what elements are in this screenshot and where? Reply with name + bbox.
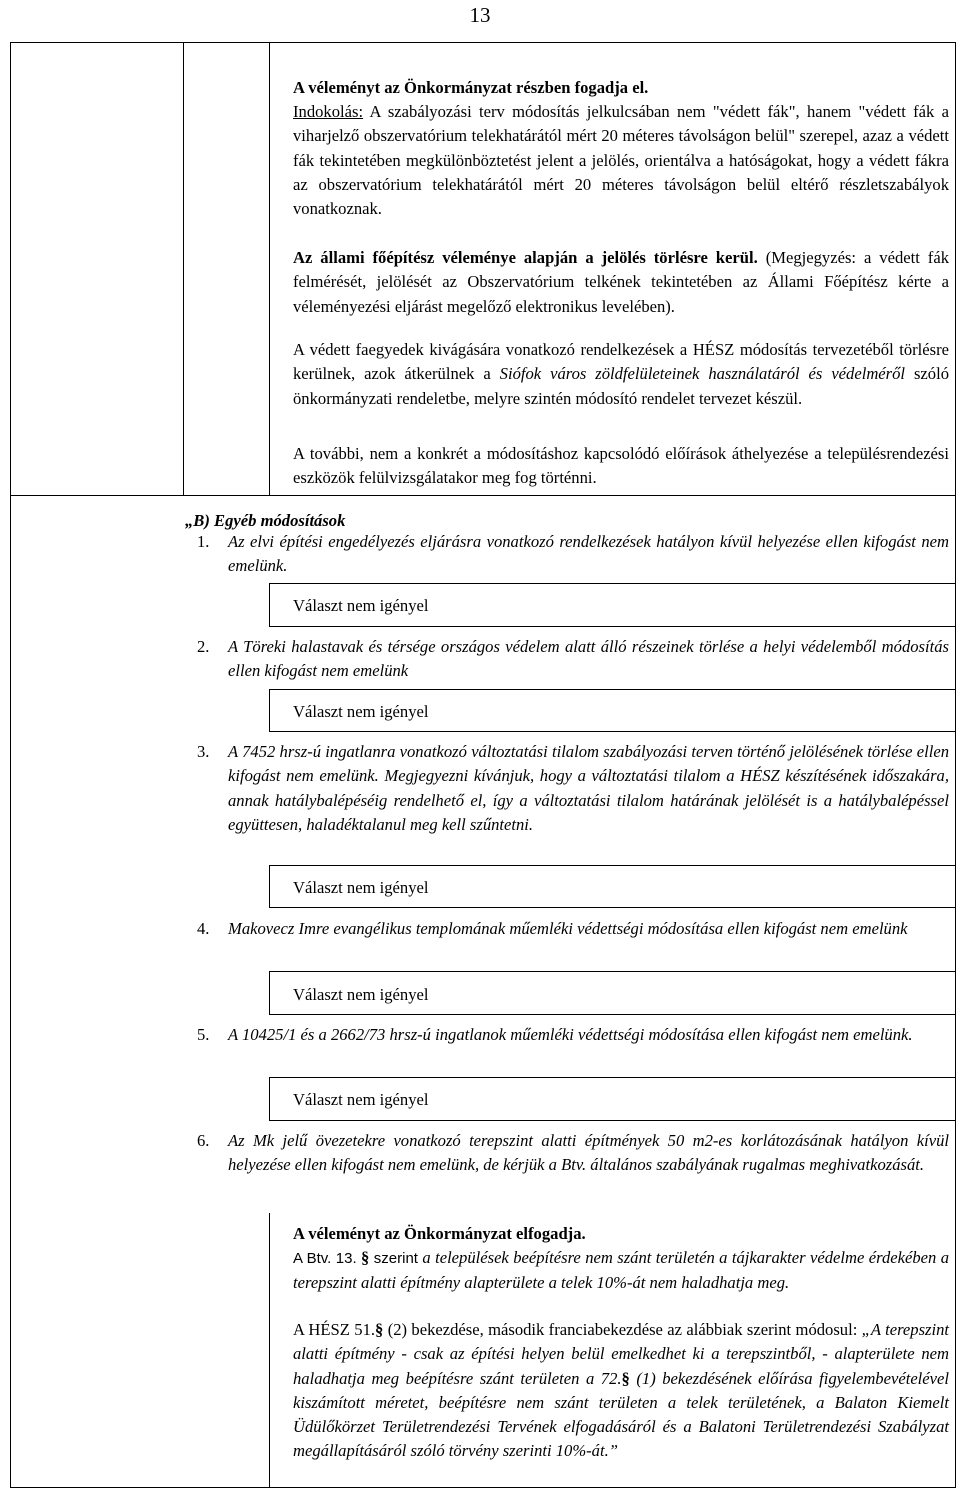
item-text: A Töreki halastavak és térsége országos védelem alatt álló részeinek törlése a helyi védelemből módosítás ellen kifogást nem emelünk — [228, 637, 949, 681]
section-sign: § — [361, 1248, 370, 1267]
final-hesz-paragraph — [293, 1318, 949, 1464]
hesz-quote-cont: (1) bekezdésének előírása figyelembevételével kiszámított méretet, beépítésre nem szánt területen a telek területének, a Balaton Kiemelt Üdülőkörzet Területrendezési Tervének elfogadásáról és a Balatoni Területrendezési Szabályzat megállapításáról szóló törvény szerinti 10%-át.” — [293, 1368, 949, 1461]
item-number: 4. — [197, 919, 210, 938]
item-text: Makovecz Imre evangélikus templomának műemléki védettségi módosítása ellen kifogást nem emelünk — [228, 919, 908, 938]
item-text: Az Mk jelű övezetekre vonatkozó terepszint alatti építmények 50 m2-es korlátozásának hatályon kívül helyezése ellen kifogást nem emelünk, de kérjük a Btv. általános szabályának rugalmas meghivatkozását. — [228, 1131, 949, 1175]
item-number: 2. — [197, 637, 210, 656]
reply-label: Választ nem igényel — [293, 702, 429, 721]
section-a-further: A további, nem a konkrét a módosításhoz kapcsolódó előírások áthelyezése a településrendezési eszközök felülvizsgálatakor meg fog történni. — [293, 444, 949, 488]
item-number: 3. — [197, 742, 210, 761]
btv-quote: a települések beépítésre nem szánt területén a tájkarakter védelme érdekében a terepszint alatti építmény alapterülete a telek 10%-át nem haladhatja meg. — [293, 1248, 950, 1293]
table-row-divider — [10, 495, 956, 496]
item-number: 6. — [197, 1131, 210, 1150]
reply-label: Választ nem igényel — [293, 1090, 429, 1109]
page-number: 13 — [469, 3, 491, 27]
trees-text-pre: A védett faegyedek kivágására vonatkozó rendelkezések a HÉSZ módosítás tervezetéből törlésre kerülnek, azok átkerülnek a — [293, 340, 949, 384]
section-sign: § — [621, 1368, 630, 1388]
section-a-trees — [293, 338, 949, 411]
final-heading: A véleményt az Önkormányzat elfogadja. — [293, 1224, 586, 1243]
btv-mid-text: szerint — [369, 1250, 423, 1267]
table-column-divider — [183, 42, 184, 496]
item-text: A 7452 hrsz-ú ingatlanra vonatkozó változtatási tilalom szabályozási terven történő jelölésének törlése ellen kifogást nem emelünk. Megjegyezni kívánjuk, hogy a változtatási tilalom a HÉSZ készítésének időszakára, annak hatálybalépéséig rendelhető el, így a változtatási tilalom határának jelölését is a hatálybalépéssel együttesen, haladéktalanul meg kell szűntetni. — [228, 742, 949, 834]
hesz-mid-text: (2) bekezdése, második franciabekezdése az alábbiak szerint módosul: — [383, 1320, 862, 1339]
reason-label: Indokolás: — [293, 102, 364, 121]
section-sign: § — [375, 1320, 384, 1339]
table-column-divider — [269, 1213, 270, 1488]
item-number: 1. — [197, 532, 210, 551]
item-number: 5. — [197, 1025, 210, 1044]
reason-text: A szabályozási terv módosítás jelkulcsában nem "védett fák", hanem "védett fák a viharjelző obszervatórium telekhatárától mért 20 méteres távolságon belül" szerepel, azaz a védett fák tekintetében megkülönböztetést jelent a jelölés, orientálva a hatóságokat, hogy a védett fákra az obszervatórium telekhatárától mért 20 méteres távolságon belül eltérő részletszabályok vonatkoznak. — [293, 102, 949, 219]
trees-text-italic: Siófok város zöldfelületeinek használatáról és védelméről — [499, 364, 906, 384]
table-column-divider — [269, 42, 270, 496]
hesz-reference: A HÉSZ 51. — [293, 1320, 376, 1339]
item-text: A 10425/1 és a 2662/73 hrsz-ú ingatlanok műemléki védettségi módosítása ellen kifogást nem emelünk. — [228, 1025, 913, 1044]
trees-text-post: szóló önkormányzati rendeletbe, melyre szintén módosító rendelet tervezet készül. — [293, 364, 949, 408]
section-b-heading: „B) Egyéb módosítások — [185, 511, 346, 530]
final-btv-paragraph — [293, 1246, 949, 1296]
reply-label: Választ nem igényel — [293, 878, 429, 897]
btv-reference: A Btv. 13. — [293, 1250, 362, 1267]
chief-architect-decision: Az állami főépítész véleménye alapján a jelölés törlésre kerül. — [293, 248, 758, 267]
reply-label: Választ nem igényel — [293, 596, 429, 615]
chief-architect-note: (Megjegyzés: a védett fák felmérését, jelölését az Obszervatórium telkének tekintetében az Állami Főépítész kérte a véleményezési eljárást megelőző elektronikus levelében). — [293, 248, 949, 316]
section-a-chief-architect — [293, 246, 949, 319]
section-a-reason — [293, 100, 949, 221]
section-a-heading: A véleményt az Önkormányzat részben fogadja el. — [293, 78, 649, 97]
hesz-quote: „A terepszint alatti építmény - csak az építési helyen belül emelkedhet ki a terepszintből, - alapterülete nem haladhatja meg beépítésre szánt területen a 72. — [293, 1320, 950, 1388]
reply-label: Választ nem igényel — [293, 985, 429, 1004]
item-text: Az elvi építési engedélyezés eljárásra vonatkozó rendelkezések hatályon kívül helyezése ellen kifogást nem emelünk. — [228, 532, 949, 576]
